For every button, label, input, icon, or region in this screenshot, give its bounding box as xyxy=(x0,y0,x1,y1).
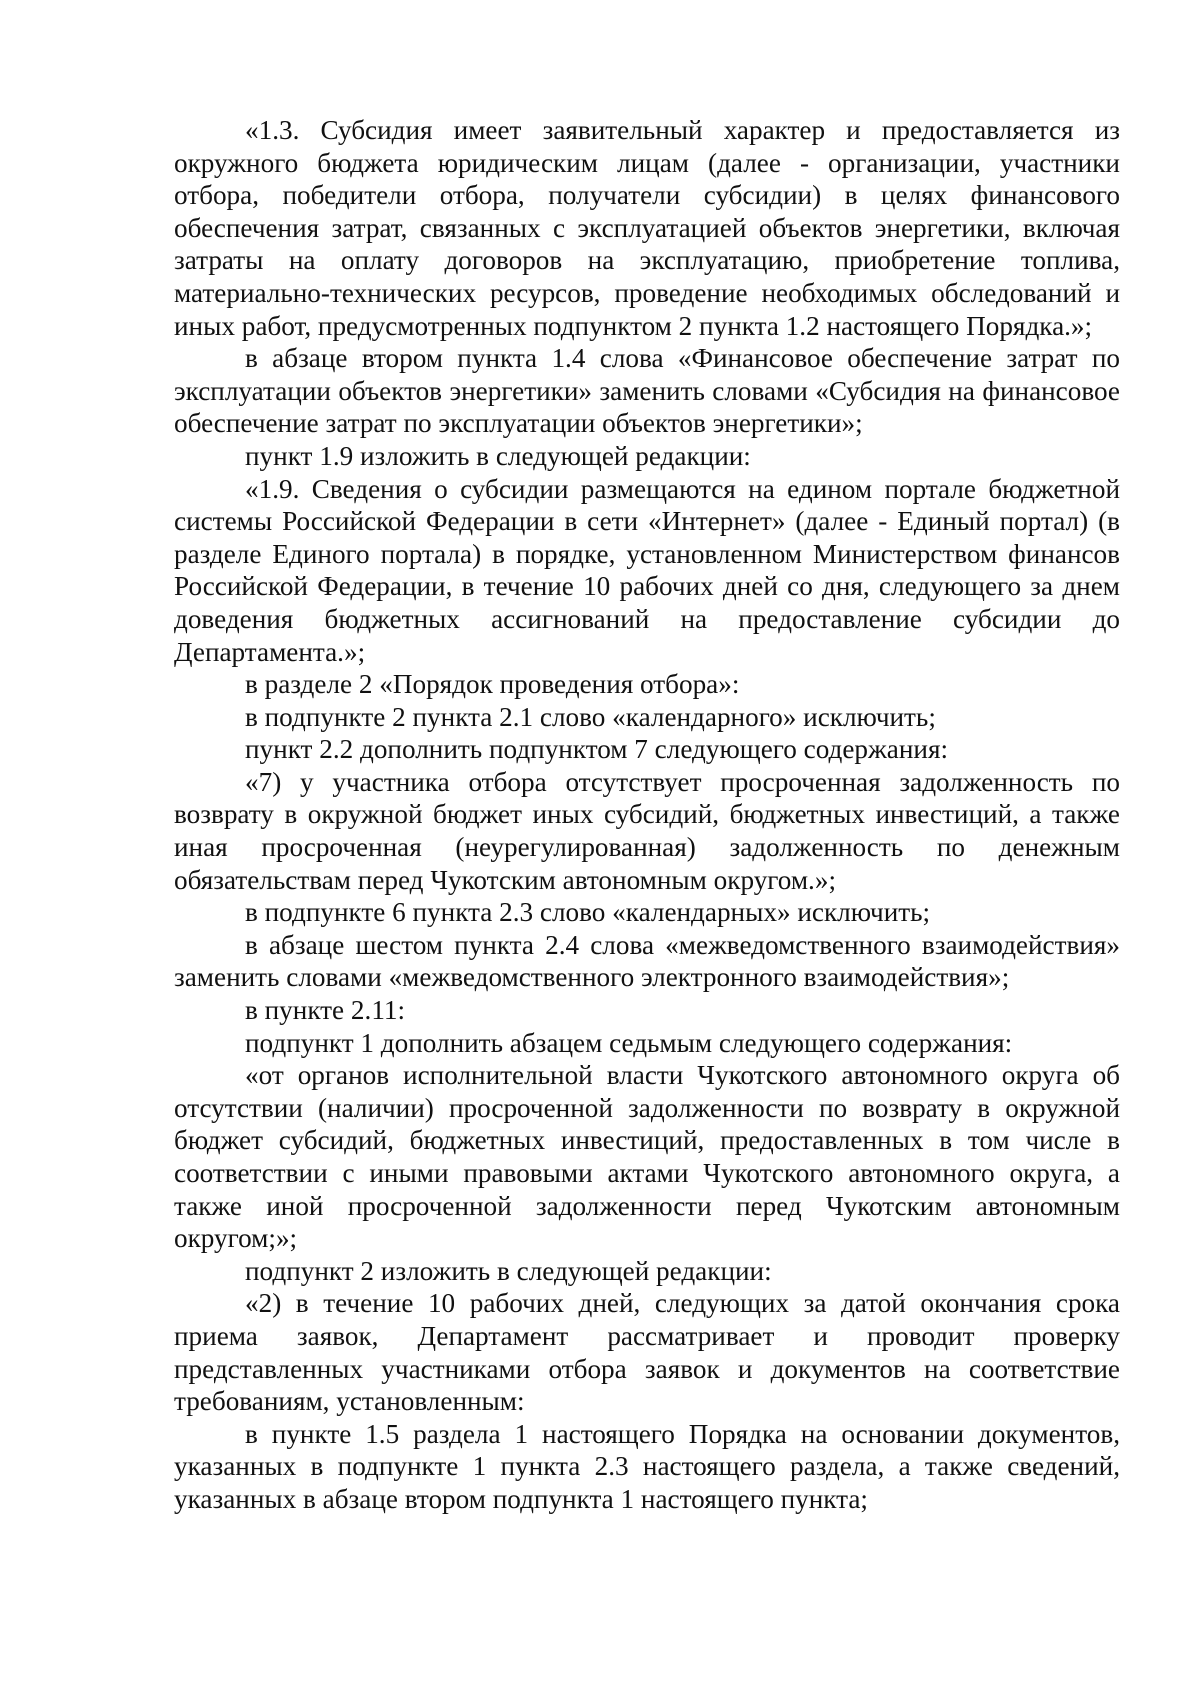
document-page xyxy=(174,114,1120,1516)
paragraph-section-2: в разделе 2 «Порядок проведения отбора»: xyxy=(245,669,740,700)
paragraph-2-2-intro: пункт 2.2 дополнить подпунктом 7 следующего содержания: xyxy=(245,734,949,765)
paragraph-2-1-amendment: в подпункте 2 пункта 2.1 слово «календарного» исключить; xyxy=(245,701,936,732)
paragraph-1-5-reference: в пункте 1.5 раздела 1 настоящего Порядка на основании документов, указанных в подпункте 1 пункта 2.3 настоящего раздела, а также сведений, указанных в абзаце втором подпункта 1 настоящего пункта; xyxy=(174,1418,1120,1514)
paragraph-1-9: «1.9. Сведения о субсидии размещаются на едином портале бюджетной системы Российской Федерации в сети «Интернет» (далее - Единый портал) (в разделе Единого портала) в порядке, установленном Министерством финансов Российской Федерации, в течение 10 рабочих дней со дня, следующего за днем доведения бюджетных ассигнований на предоставление субсидии до Департамента.»; xyxy=(174,473,1120,667)
paragraph-2-2-sub-7: «7) у участника отбора отсутствует просроченная задолженность по возврату в окружной бюджет иных субсидий, бюджетных инвестиций, а также иная просроченная (неурегулированная) задолженность по денежным обязательствам перед Чукотским автономным округом.»; xyxy=(174,766,1120,895)
paragraph-2-11-sub-1-intro: подпункт 1 дополнить абзацем седьмым следующего содержания: xyxy=(245,1027,1013,1058)
paragraph-2-11-sub-2-intro: подпункт 2 изложить в следующей редакции: xyxy=(245,1255,772,1286)
paragraph-1-4-amendment: в абзаце втором пункта 1.4 слова «Финансовое обеспечение затрат по эксплуатации объектов энергетики» заменить словами «Субсидия на финансовое обеспечение затрат по эксплуатации объектов энергетики»; xyxy=(174,343,1120,439)
paragraph-2-3-amendment: в подпункте 6 пункта 2.3 слово «календарных» исключить; xyxy=(245,897,931,928)
paragraph-2-11-intro: в пункте 2.11: xyxy=(245,995,406,1026)
paragraph-1-3: «1.3. Субсидия имеет заявительный характер и предоставляется из окружного бюджета юридическим лицам (далее - организации, участники отбора, победители отбора, получатели субсидии) в целях финансового обеспечения затрат, связанных с эксплуатацией объектов энергетики, включая затраты на оплату договоров на эксплуатацию, приобретение топлива, материально-технических ресурсов, проведение необходимых обследований и иных работ, предусмотренных подпунктом 2 пункта 1.2 настоящего Порядка.»; xyxy=(174,115,1120,341)
paragraph-2-4-amendment: в абзаце шестом пункта 2.4 слова «межведомственного взаимодействия» заменить словами «межведомственного электронного взаимодействия»; xyxy=(174,929,1120,993)
paragraph-2-11-sub-1-text: «от органов исполнительной власти Чукотского автономного округа об отсутствии (наличии) просроченной задолженности по возврату в окружной бюджет субсидий, бюджетных инвестиций, предоставленных в том числе в соответствии с иными правовыми актами Чукотского автономного округа, а также иной просроченной задолженности перед Чукотским автономным округом;»; xyxy=(174,1060,1120,1254)
paragraph-2-11-sub-2-text: «2) в течение 10 рабочих дней, следующих за датой окончания срока приема заявок, Департамент рассматривает и проводит проверку представленных участниками отбора заявок и документов на соответствие требованиям, установленным: xyxy=(174,1288,1120,1417)
paragraph-1-9-intro: пункт 1.9 изложить в следующей редакции: xyxy=(245,440,751,471)
